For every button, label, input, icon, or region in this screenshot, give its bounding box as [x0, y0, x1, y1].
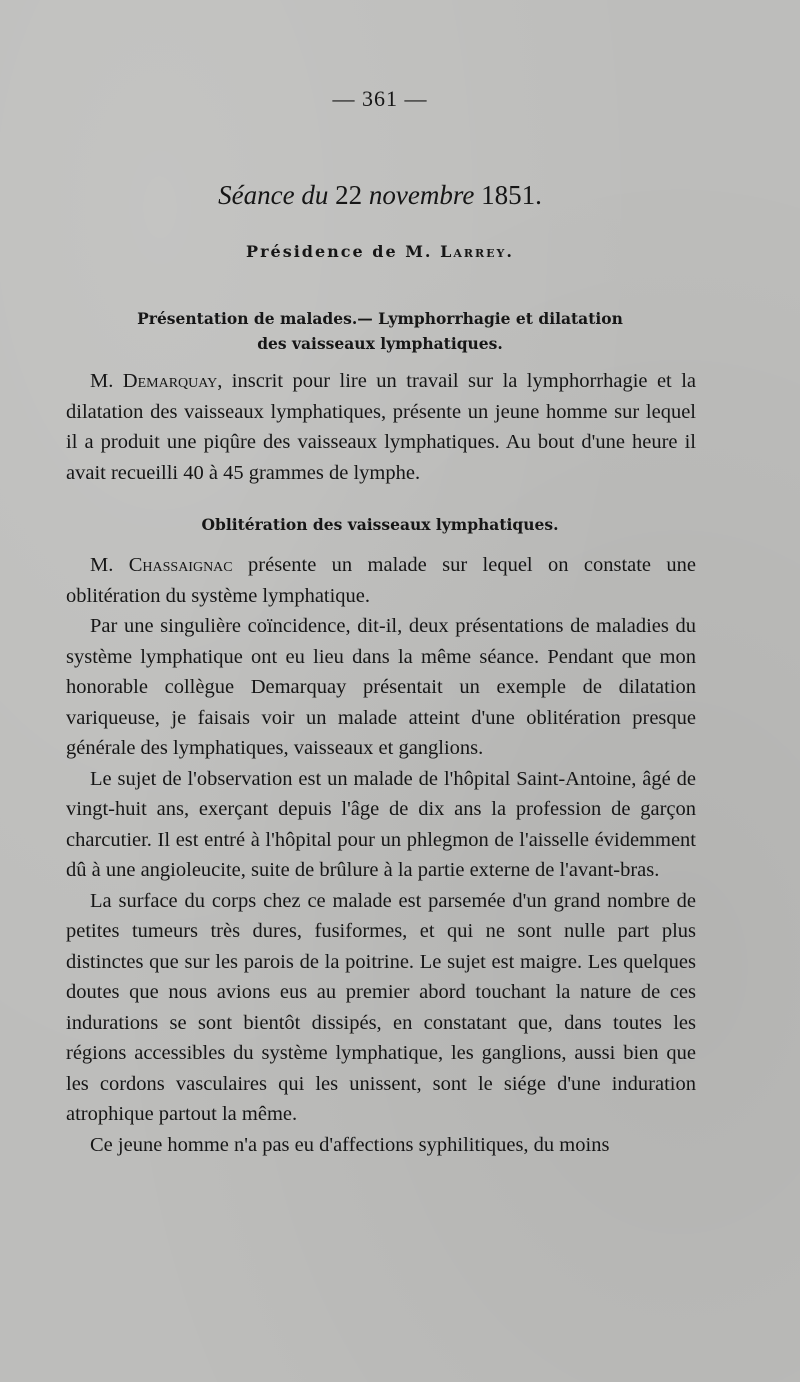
section-heading-line-1: Présentation de malades.— Lymphorrhagie et dilatation	[137, 309, 623, 328]
paragraph	[66, 366, 696, 488]
speaker-name: M. Demarquay,	[90, 370, 223, 392]
section-body-obliteration	[66, 550, 696, 1160]
paragraph-text: présente un malade sur lequel on constate une oblitération du système lymphatique.	[66, 554, 696, 607]
speaker-name: M. Chassaignac	[90, 554, 233, 576]
session-title-year: 1851.	[481, 180, 542, 210]
presidence-prefix: Présidence de M.	[246, 242, 433, 261]
section-heading-lymphorrhagie	[0, 306, 760, 356]
paragraph	[66, 550, 696, 611]
section-heading-obliteration: Oblitération des vaisseaux lymphatiques.	[201, 515, 559, 534]
paragraph: La surface du corps chez ce malade est parsemée d'un grand nombre de petites tumeurs très dures, fusiformes, et qui ne sont nulle part plus distinctes que sur les parois de la poitrine. Le sujet est maigre. Les quelques doutes que nous avions eus au premier abord touchant la nature de ces indurations se sont bientôt dissipés, en constatant que, dans toutes les régions accessibles du système lymphatique, les ganglions, aussi bien que les cordons vasculaires qui les unissent, sont le siége d'une induration atrophique partout la même.	[66, 889, 696, 1125]
page-number: — 361 —	[332, 86, 428, 111]
session-title-part-2: novembre	[368, 180, 475, 210]
presidence-line	[0, 242, 760, 261]
session-title	[0, 180, 760, 211]
paragraph: Ce jeune homme n'a pas eu d'affections syphilitiques, du moins	[90, 1133, 610, 1156]
paragraph-text: inscrit pour lire un travail sur la lymphorrhagie et la dilatation des vaisseaux lymphatiques, présente un jeune homme sur lequel il a produit une piqûre des vaisseaux lymphatiques. Au bout d'une heure il avait recueilli 40 à 45 grammes de lymphe.	[66, 370, 696, 484]
presidence-name: Larrey.	[440, 242, 514, 261]
section-body-lymphorrhagie	[66, 366, 696, 488]
paragraph: Le sujet de l'observation est un malade de l'hôpital Saint-Antoine, âgé de vingt-huit ans, exerçant depuis l'âge de dix ans la profession de garçon charcutier. Il est entré à l'hôpital pour un phlegmon de l'aisselle évidemment dû à une angioleucite, suite de brûlure à la partie externe de l'avant-bras.	[66, 767, 696, 881]
paragraph: Par une singulière coïncidence, dit-il, deux présentations de maladies du système lymphatique ont eu lieu dans la même séance. Pendant que mon honorable collègue Demarquay présentait un exemple de dilatation variqueuse, je faisais voir un malade atteint d'une oblitération presque générale des lymphatiques, vaisseaux et ganglions.	[66, 615, 696, 759]
section-heading-line-2: des vaisseaux lymphatiques.	[257, 334, 503, 353]
session-title-date: 22	[335, 180, 363, 210]
session-title-part-1: Séance du	[218, 180, 329, 210]
